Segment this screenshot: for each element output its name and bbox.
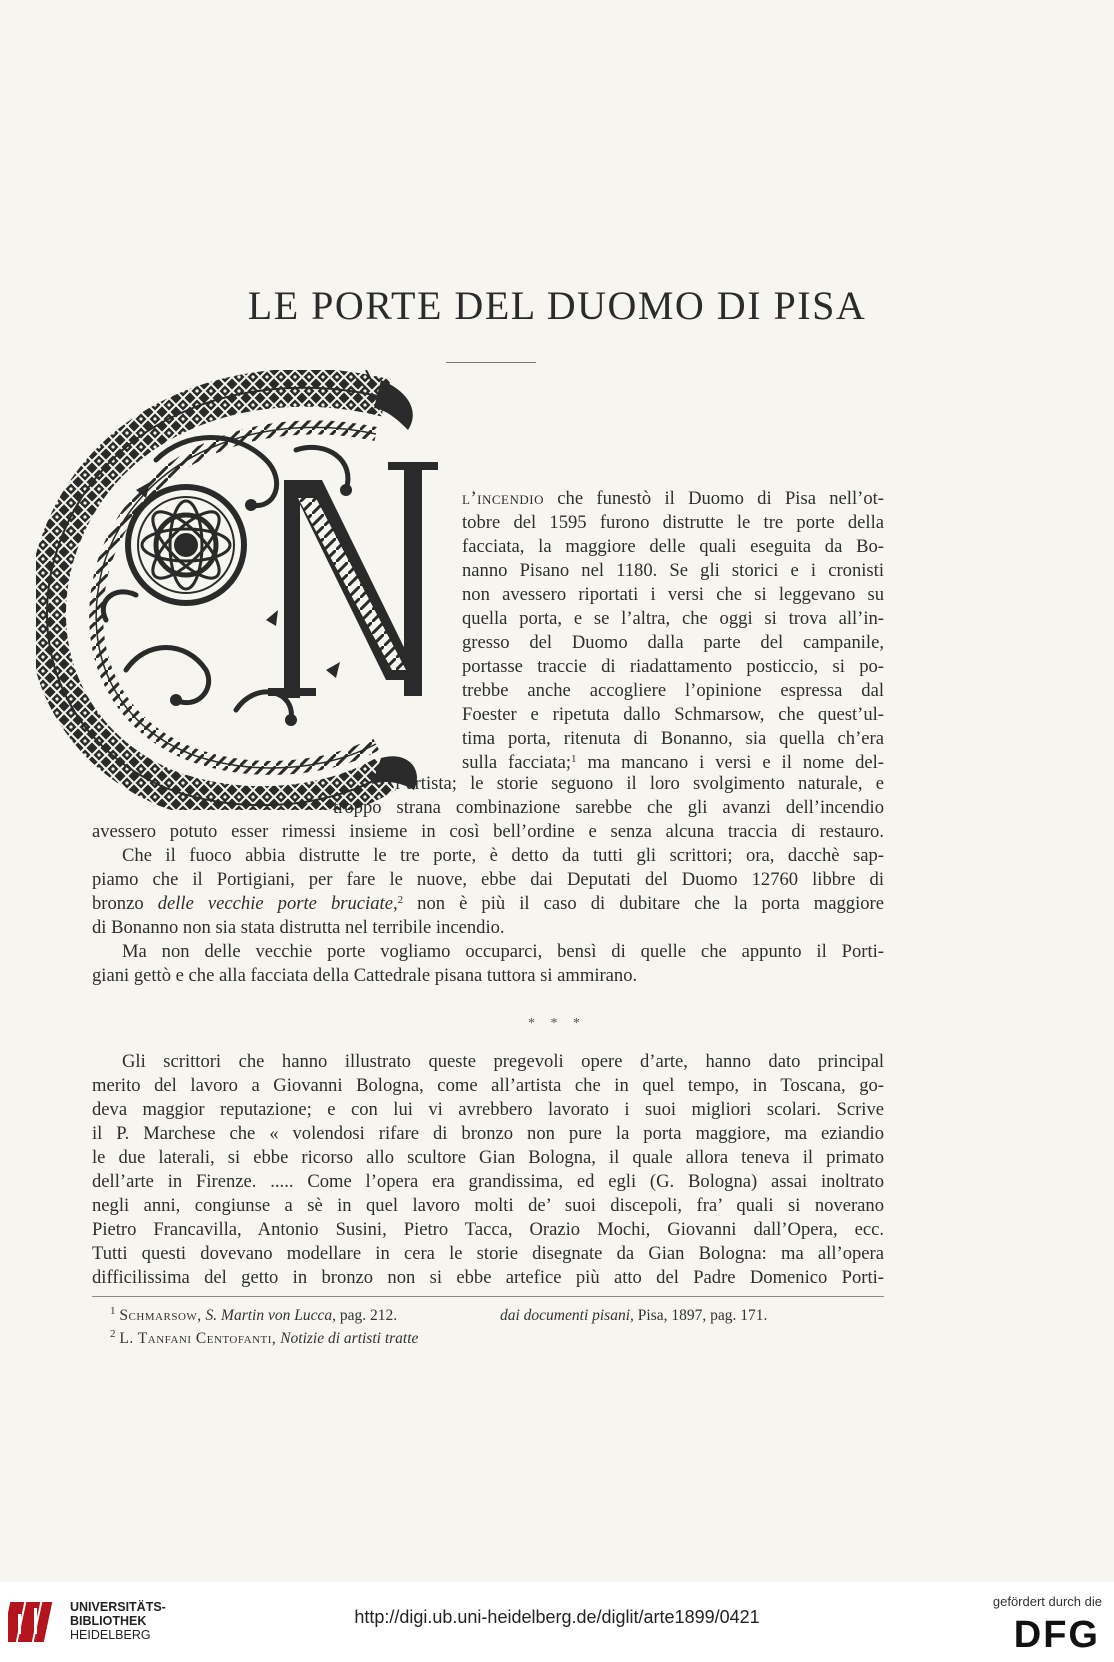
text-line: l’artista; le storie seguono il loro svolgimento naturale, e <box>395 773 884 794</box>
text-line: di Bonanno non sia stata distrutta nel terribile incendio. <box>92 917 505 938</box>
text-line <box>462 487 884 511</box>
lead-last-line <box>92 820 884 844</box>
text-line: merito del lavoro a Giovanni Bologna, come all’artista che in quel tempo, in Toscana, go- <box>92 1075 884 1096</box>
footnote-text: Pisa, 1897, pag. 171. <box>633 1307 768 1324</box>
text-line: il P. Marchese che « volendosi rifare di bronzo non pure la porta maggiore, ma eziandio <box>92 1123 884 1144</box>
text-line: troppo strana combinazione sarebbe che gli avanzi dell’incendio <box>333 797 884 818</box>
footnote-title: Notizie di artisti tratte <box>280 1330 419 1347</box>
text-span: sulla facciata; <box>462 752 572 773</box>
text-line <box>92 892 884 916</box>
footnote-2 <box>110 1328 418 1350</box>
footnote-divider <box>92 1296 884 1297</box>
footnote-ref-1: 1 <box>571 753 577 765</box>
text-line: portasse traccie di riadattamento posticcio, si po- <box>462 656 884 677</box>
footnote-author: L. Tanfani Centofanti, <box>119 1330 277 1347</box>
text-line: piamo che il Portigiani, per fare le nuove, ebbe dai Deputati del Duomo 12760 libbre di <box>92 869 884 890</box>
decorated-initial-n <box>36 370 446 810</box>
dfg-logo: DFG <box>1013 1614 1100 1656</box>
text-line: dell’arte in Firenze. ..... Come l’opera era grandissima, ed egli (G. Bologna) assai inoltrato <box>92 1171 884 1192</box>
footnote-number: 1 <box>110 1305 116 1317</box>
text-line: nanno Pisano nel 1180. Se gli storici e i cronisti <box>462 560 884 581</box>
article-title: LE PORTE DEL DUOMO DI PISA <box>247 283 867 328</box>
footnote-text: pag. 212. <box>336 1307 398 1324</box>
funding-note: gefördert durch die <box>992 1594 1102 1609</box>
text-line: avessero potuto esser rimessi insieme in così bell’ordine e senza alcuna traccia di restauro. <box>92 821 884 842</box>
lead-continuation <box>333 772 884 820</box>
footnote-ref-2: 2 <box>397 894 404 906</box>
text-line: Ma non delle vecchie porte vogliamo occuparci, bensì di quelle che appunto il Porti- <box>122 941 884 962</box>
text-span: non è più il caso di dubitare che la porta maggiore <box>403 893 885 914</box>
text-line: Gli scrittori che hanno illustrato queste pregevoli opere d’arte, hanno dato principal <box>122 1051 884 1072</box>
digitization-footer <box>0 1582 1114 1662</box>
text-line: Tutti questi dovevano modellare in cera le storie disegnate da Gian Bologna: ma all’opera <box>92 1243 884 1264</box>
text-line: trebbe anche accogliere l’opinione espressa dal <box>462 680 884 701</box>
source-url-link[interactable]: http://digi.ub.uni-heidelberg.de/diglit/arte1899/0421 <box>354 1607 760 1627</box>
paragraph-3 <box>92 940 884 988</box>
footnote-author: Schmarsow, <box>119 1307 202 1324</box>
text-line: difficilissima del getto in bronzo non si ebbe artefice più atto del Padre Domenico Porti- <box>92 1267 884 1288</box>
text-line: tobre del 1595 furono distrutte le tre porte della <box>462 512 884 533</box>
text-line: tima porta, ritenuta di Bonanno, sia quella ch’era <box>462 728 884 749</box>
footnote-title: S. Martin von Lucca, <box>205 1307 336 1324</box>
paragraph-4 <box>92 1050 884 1290</box>
italic-quote: delle vecchie porte bruciate, <box>157 893 398 914</box>
text-span: bronzo <box>92 893 158 914</box>
footnote-1 <box>110 1305 397 1327</box>
paragraph-2 <box>92 844 884 940</box>
library-name-line: UNIVERSITÄTS- <box>70 1600 166 1614</box>
lead-paragraph <box>462 487 884 775</box>
text-line: facciata, la maggiore delle quali eseguita da Bo- <box>462 536 884 557</box>
text-line: deva maggior reputazione; e con lui vi avrebbero lavorato i suoi migliori scolari. Scrive <box>92 1099 884 1120</box>
text-line: negli anni, congiunse a sè in quel lavoro molti de’ suoi discepoli, fra’ quali si noverano <box>92 1195 884 1216</box>
text-line: gresso del Duomo dalla parte del campanile, <box>462 632 884 653</box>
footnote-number: 2 <box>110 1328 116 1340</box>
text-line: giani gettò e che alla facciata della Cattedrale pisana tuttora si ammirano. <box>92 965 638 986</box>
footnote-title: dai documenti pisani, <box>500 1307 634 1324</box>
text-line: non avessero riportati i versi che si leggevano su <box>462 584 884 605</box>
text-line: Foester e ripetuta dallo Schmarsow, che quest’ul- <box>462 704 884 725</box>
text-line: Che il fuoco abbia distrutte le tre porte, è detto da tutti gli scrittori; ora, dacchè sap- <box>122 845 884 866</box>
library-name-line: HEIDELBERG <box>70 1628 151 1642</box>
text-span: che funestò il Duomo di Pisa nell’ot- <box>543 488 884 509</box>
title-divider <box>446 362 536 363</box>
text-line: Pietro Francavilla, Antonio Susini, Pietro Tacca, Orazio Mochi, Giovanni dall’Opera, ecc. <box>92 1219 884 1240</box>
section-separator: * * * <box>528 1016 586 1031</box>
library-name-line: BIBLIOTHEK <box>70 1614 147 1628</box>
footnote-2-continuation <box>500 1305 767 1327</box>
text-line: le due laterali, si ebbe ricorso allo scultore Gian Bologna, il quale allora teneva il primato <box>92 1147 884 1168</box>
text-line: quella porta, e se l’altra, che oggi si trova all’in- <box>462 608 884 629</box>
opening-words: l’incendio <box>462 488 544 509</box>
text-span: ma mancano i versi e il nome del- <box>576 752 884 773</box>
